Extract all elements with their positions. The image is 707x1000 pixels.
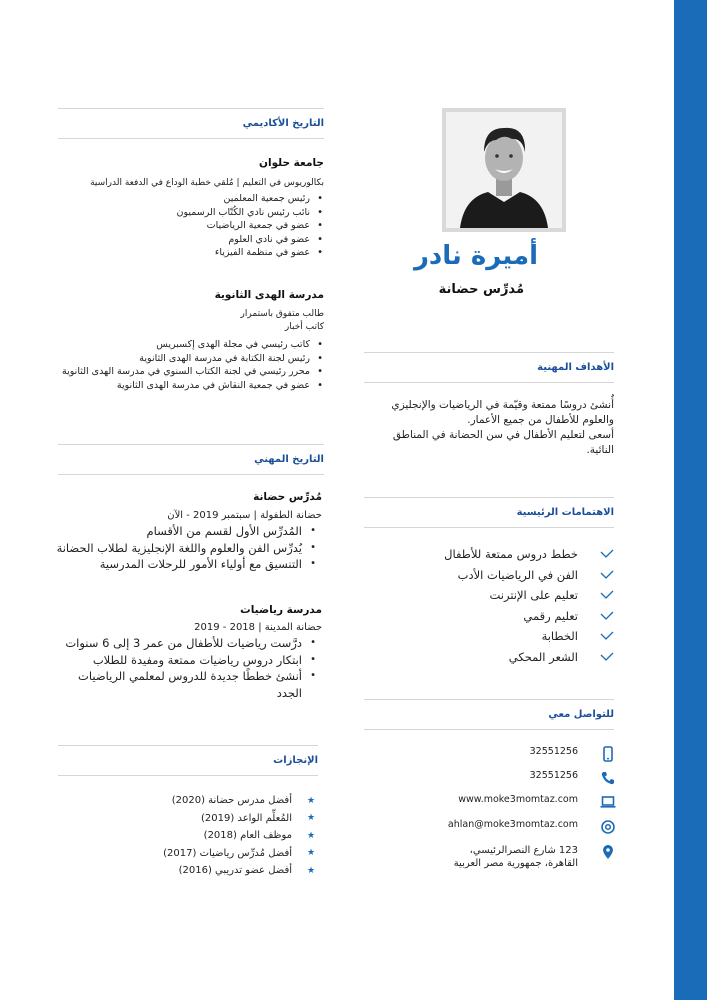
interest-label: الخطابة xyxy=(541,629,578,644)
section-heading-education: التاريخ الأكاديمي xyxy=(58,108,324,139)
interest-label: الشعر المحكي xyxy=(508,649,578,664)
list-item: • عضو في منظمة الفيزياء xyxy=(58,246,324,260)
job-meta: حضانة الطفولة | سبتمبر 2019 - الآن xyxy=(167,510,322,521)
experience-bullets xyxy=(54,523,322,573)
list-item: • المُدرِّس الأول لقسم من الأقسام xyxy=(54,523,322,540)
interest-label: تعليم رقمي xyxy=(523,608,578,623)
achievement-item xyxy=(160,827,316,845)
interest-item xyxy=(400,606,614,627)
experience-entry xyxy=(54,491,322,573)
contact-phone-value: 32551256 xyxy=(529,770,578,781)
achievement-item xyxy=(160,845,316,863)
check-icon xyxy=(600,588,614,602)
interest-item xyxy=(400,626,614,647)
achievements-list xyxy=(160,792,316,880)
section-heading-objectives: الأهداف المهنية xyxy=(364,352,614,383)
achievement-label: أفضل عضو تدريبي (2016) xyxy=(178,865,292,877)
star-icon: ★ xyxy=(306,795,316,806)
list-item: • أنشئ خططًا جديدة للدروس لمعلمي الرياضيات الجدد xyxy=(62,668,322,701)
interest-label: خطط دروس ممتعة للأطفال xyxy=(444,547,578,562)
achievement-item xyxy=(160,792,316,810)
list-item: • ابتكار دروس رياضيات ممتعة ومفيدة للطلاب xyxy=(62,652,322,669)
achievement-label: أفضل مُدرِّس رياضيات (2017) xyxy=(163,847,292,859)
interest-label: الفن في الرياضيات الأدب xyxy=(457,567,578,582)
contact-email[interactable] xyxy=(420,819,616,844)
contact-mobile-value: 32551256 xyxy=(529,746,578,757)
section-heading-contact: للتواصل معي xyxy=(364,699,614,730)
interests-list xyxy=(400,544,614,667)
contact-address-value: 123 شارع النصرالرئيسي، القاهرة، جمهورية مصر العربية xyxy=(453,845,578,869)
experience-bullets xyxy=(62,635,322,701)
education-entry xyxy=(58,289,324,392)
interest-item xyxy=(400,585,614,606)
check-icon xyxy=(600,568,614,582)
education-bullets xyxy=(58,192,324,260)
phone-icon xyxy=(600,770,616,786)
accent-side-bar xyxy=(674,0,707,1000)
achievement-item xyxy=(160,810,316,828)
list-item: • نائب رئيس نادي الكُتّاب الرسميون xyxy=(58,206,324,220)
contact-email-value[interactable]: ahlan@moke3momtaz.com xyxy=(447,819,578,830)
check-icon xyxy=(600,609,614,623)
list-item: • درَّست رياضيات للأطفال من عمر 3 إلى 6 سنوات xyxy=(62,635,322,652)
achievement-label: موظف العام (2018) xyxy=(203,830,292,842)
contact-phone xyxy=(420,770,616,794)
list-item: • عضو في نادي العلوم xyxy=(58,233,324,247)
list-item: • محرر رئيسي في لجنة الكتاب السنوي في مدرسة الهدى الثانوية xyxy=(58,365,324,379)
list-item: • رئيس لجنة الكتابة في مدرسة الهدى الثانوية xyxy=(58,352,324,366)
contact-address xyxy=(420,844,616,874)
education-entry xyxy=(58,157,324,260)
interest-item xyxy=(400,565,614,586)
check-icon xyxy=(600,629,614,643)
list-item: • عضو في جمعية النقاش في مدرسة الهدى الثانوية xyxy=(58,379,324,393)
list-item: • عضو في جمعية الرياضيات xyxy=(58,219,324,233)
star-icon: ★ xyxy=(306,830,316,841)
interest-item xyxy=(400,647,614,668)
education-detail: طالب متفوق باستمرار xyxy=(240,309,324,319)
profile-role: مُدرِّس حضانة xyxy=(438,282,524,297)
job-title: مُدرِّس حضانة xyxy=(253,491,322,503)
map-pin-icon xyxy=(600,844,616,860)
interest-label: تعليم على الإنترنت xyxy=(489,588,578,603)
job-meta: حضانة المدينة | 2018 - 2019 xyxy=(194,622,322,633)
objective-line-1: أُنشئ دروسًا ممتعة وقيّمة في الرياضيات والإنجليزي والعلوم للأطفال من جميع الأعمار. xyxy=(391,399,614,426)
education-bullets xyxy=(58,338,324,392)
achievement-label: أفضل مدرس حضانة (2020) xyxy=(171,795,292,807)
list-item: • رئيس جمعية المعلمين xyxy=(58,192,324,206)
star-icon: ★ xyxy=(306,865,316,876)
list-item: • كاتب رئيسي في مجلة الهدى إكسبريس xyxy=(58,338,324,352)
objective-line-2: أسعى لتعليم الأطفال في سن الحضانة في المناطق النائية. xyxy=(392,429,614,456)
institution-name: جامعة حلوان xyxy=(259,157,324,169)
contact-website-value[interactable]: www.moke3momtaz.com xyxy=(458,794,578,805)
laptop-icon xyxy=(600,794,616,810)
mobile-phone-icon xyxy=(600,746,616,762)
contact-website[interactable] xyxy=(420,794,616,819)
at-sign-icon xyxy=(600,819,616,835)
experience-entry xyxy=(62,604,322,701)
institution-name: مدرسة الهدى الثانوية xyxy=(214,289,324,301)
profile-name: أميرة نادر xyxy=(413,241,538,271)
section-heading-experience: التاريخ المهني xyxy=(58,444,324,475)
section-heading-achievements: الإنجازات xyxy=(58,745,318,776)
job-title: مدرسة رياضيات xyxy=(240,604,322,616)
star-icon: ★ xyxy=(306,813,316,824)
person-portrait-icon xyxy=(446,112,562,228)
education-detail: بكالوريوس في التعليم | مُلقي خطبة الوداع في الدفعة الدراسية xyxy=(90,178,324,188)
section-heading-interests: الاهتمامات الرئيسية xyxy=(364,497,614,528)
interest-item xyxy=(400,544,614,565)
achievement-item xyxy=(160,862,316,880)
list-item: • يُدرِّس الفن والعلوم واللغة الإنجليزية لطلاب الحضانة xyxy=(54,540,322,557)
achievement-label: المُعلِّم الواعد (2019) xyxy=(201,812,292,824)
check-icon xyxy=(600,547,614,561)
education-detail: كاتب أخبار xyxy=(284,322,324,332)
contact-mobile xyxy=(420,746,616,770)
objective-text xyxy=(370,398,614,458)
contact-list xyxy=(420,746,616,874)
list-item: • التنسيق مع أولياء الأمور للرحلات المدرسية xyxy=(54,556,322,573)
profile-photo xyxy=(442,108,566,232)
check-icon xyxy=(600,650,614,664)
star-icon: ★ xyxy=(306,848,316,859)
